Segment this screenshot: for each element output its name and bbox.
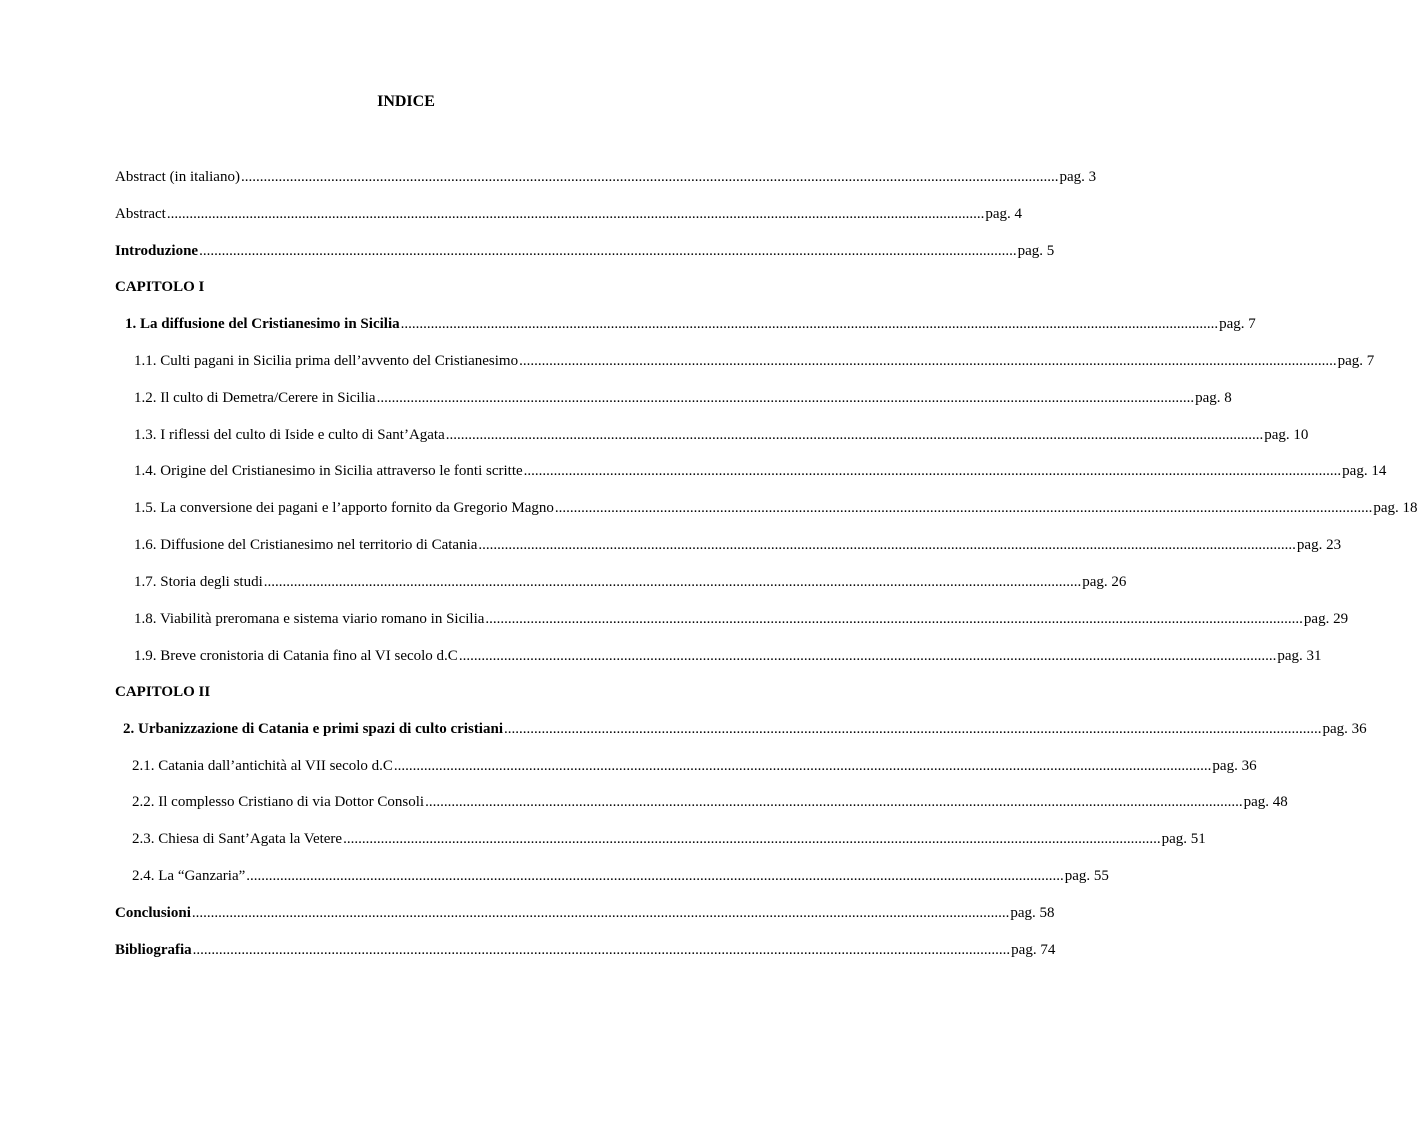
toc-leader-dots: .......................................................................................................................................................................................................................... [478, 537, 1296, 553]
toc-entry-abstract-it[interactable] [115, 167, 1097, 187]
chapter-heading-2[interactable]: CAPITOLO II [115, 684, 211, 700]
toc-entry-conclusioni[interactable] [115, 903, 1055, 923]
page-title: INDICE [377, 93, 435, 110]
toc-entry-label: 1.9. Breve cronistoria di Catania fino al VI secolo d.C [134, 648, 458, 664]
toc-entry-label: Abstract [115, 206, 166, 222]
toc-leader-dots: .......................................................................................................................................................................................................................... [246, 868, 1064, 884]
toc-entry-section-2[interactable] [123, 719, 1367, 739]
toc-leader-dots: .......................................................................................................................................................................................................................... [519, 353, 1337, 369]
toc-entry-label: 2.2. Il complesso Cristiano di via Dottor Consoli [132, 794, 425, 810]
toc-entry-page: pag. 14 [1342, 463, 1387, 479]
toc-leader-dots: .......................................................................................................................................................................................................................... [523, 463, 1342, 479]
toc-leader-dots: .......................................................................................................................................................................................................................... [343, 831, 1161, 847]
toc-entry-page: pag. 74 [1011, 942, 1056, 958]
toc-leader-dots: .......................................................................................................................................................................................................................... [393, 758, 1212, 774]
toc-entry-2-1[interactable] [132, 756, 1257, 776]
toc-entry-label: 1.6. Diffusione del Cristianesimo nel territorio di Catania [134, 537, 478, 553]
toc-entry-1-6[interactable] [134, 535, 1342, 555]
toc-entry-page: pag. 4 [985, 206, 1022, 222]
toc-entry-page: pag. 31 [1277, 648, 1322, 664]
toc-entry-page: pag. 36 [1322, 721, 1367, 737]
chapter-heading-1[interactable]: CAPITOLO I [115, 279, 205, 295]
toc-entry-1-3[interactable] [134, 425, 1309, 445]
toc-entry-label: Introduzione [115, 243, 199, 259]
toc-entry-page: pag. 55 [1064, 868, 1109, 884]
toc-entry-label: Abstract (in italiano) [115, 169, 240, 185]
toc-entry-1-2[interactable] [134, 388, 1232, 408]
toc-leader-dots: .......................................................................................................................................................................................................................... [458, 648, 1277, 664]
toc-leader-dots: .......................................................................................................................................................................................................................... [400, 316, 1219, 332]
toc-entry-label: 2.1. Catania dall’antichità al VII secolo d.C [132, 758, 393, 774]
toc-entry-label: 1. La diffusione del Cristianesimo in Sicilia [125, 316, 400, 332]
toc-entry-page: pag. 7 [1337, 353, 1375, 369]
toc-entry-1-7[interactable] [134, 572, 1127, 592]
toc-entry-2-2[interactable] [132, 792, 1288, 812]
toc-entry-page: pag. 48 [1243, 794, 1288, 810]
toc-entry-2-4[interactable] [132, 866, 1109, 886]
toc-entry-page: pag. 8 [1195, 390, 1232, 406]
toc-entry-label: 1.5. La conversione dei pagani e l’apporto fornito da Gregorio Magno [134, 500, 554, 516]
toc-entry-page: pag. 29 [1303, 611, 1349, 627]
toc-entry-page: pag. 3 [1059, 169, 1097, 185]
toc-leader-dots: .......................................................................................................................................................................................................................... [445, 427, 1264, 443]
toc-entry-label: 2.3. Chiesa di Sant’Agata la Vetere [132, 831, 343, 847]
toc-entry-2-3[interactable] [132, 829, 1206, 849]
toc-entry-1-9[interactable] [134, 646, 1322, 666]
toc-entry-1-4[interactable] [134, 461, 1387, 481]
toc-entry-1-8[interactable] [134, 609, 1349, 629]
toc-entry-abstract[interactable] [115, 204, 1022, 224]
toc-entry-page: pag. 36 [1212, 758, 1257, 774]
toc-entry-label: 2.4. La “Ganzaria” [132, 868, 246, 884]
toc-entry-label: Conclusioni [115, 905, 191, 921]
toc-leader-dots: .......................................................................................................................................................................................................................... [425, 794, 1243, 810]
toc-entry-label: 1.4. Origine del Cristianesimo in Sicilia attraverso le fonti scritte [134, 463, 523, 479]
toc-leader-dots: .......................................................................................................................................................................................................................... [504, 721, 1322, 737]
toc-entry-page: pag. 18 [1373, 500, 1418, 516]
toc-entry-label: 1.8. Viabilità preromana e sistema viario romano in Sicilia [134, 611, 485, 627]
toc-leader-dots: .......................................................................................................................................................................................................................... [191, 905, 1010, 921]
toc-leader-dots: .......................................................................................................................................................................................................................... [263, 574, 1082, 590]
toc-entry-label: 1.7. Storia degli studi [134, 574, 263, 590]
toc-leader-dots: .......................................................................................................................................................................................................................... [199, 243, 1017, 259]
toc-leader-dots: .......................................................................................................................................................................................................................... [192, 942, 1011, 958]
toc-leader-dots: .......................................................................................................................................................................................................................... [240, 169, 1059, 185]
toc-leader-dots: .......................................................................................................................................................................................................................... [166, 206, 985, 222]
toc-entry-label: Bibliografia [115, 942, 192, 958]
toc-entry-label: 1.3. I riflessi del culto di Iside e culto di Sant’Agata [134, 427, 445, 443]
toc-entry-label: 2. Urbanizzazione di Catania e primi spazi di culto cristiani [123, 721, 503, 737]
toc-entry-page: pag. 7 [1219, 316, 1256, 332]
toc-entry-page: pag. 23 [1296, 537, 1342, 553]
toc-entry-page: pag. 58 [1010, 905, 1055, 921]
toc-leader-dots: .......................................................................................................................................................................................................................... [554, 500, 1373, 516]
toc-leader-dots: .......................................................................................................................................................................................................................... [376, 390, 1195, 406]
toc-entry-label: 1.2. Il culto di Demetra/Cerere in Sicilia [134, 390, 376, 406]
toc-entry-introduzione[interactable] [115, 241, 1055, 261]
toc-entry-label: 1.1. Culti pagani in Sicilia prima dell’avvento del Cristianesimo [134, 353, 519, 369]
toc-entry-page: pag. 26 [1082, 574, 1127, 590]
toc-entry-page: pag. 5 [1017, 243, 1055, 259]
toc-entry-page: pag. 10 [1264, 427, 1309, 443]
toc-entry-bibliografia[interactable] [115, 940, 1056, 960]
toc-entry-page: pag. 51 [1161, 831, 1206, 847]
toc-entry-1-1[interactable] [134, 351, 1375, 371]
toc-entry-1-5[interactable] [134, 498, 1418, 518]
toc-entry-section-1[interactable] [125, 314, 1256, 334]
toc-leader-dots: .......................................................................................................................................................................................................................... [485, 611, 1303, 627]
